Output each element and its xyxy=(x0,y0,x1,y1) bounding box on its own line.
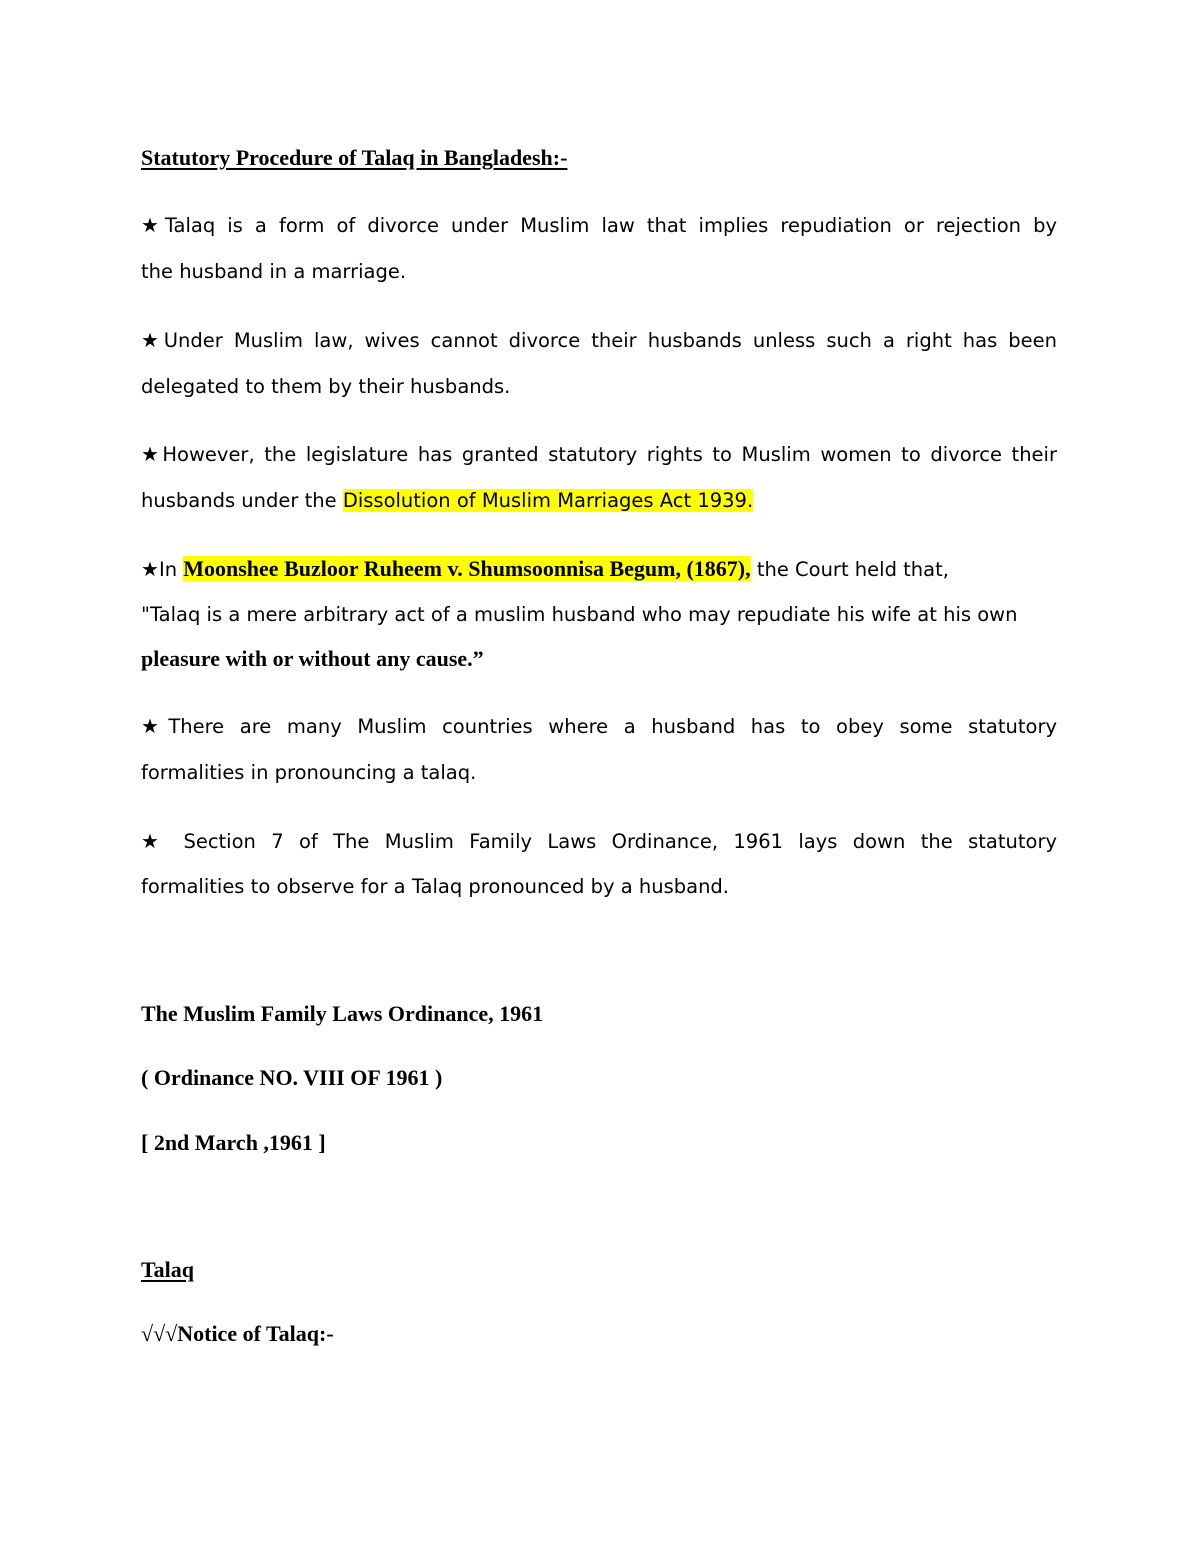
point-4-line-3: pleasure with or without any cause.” xyxy=(141,646,484,671)
point-2-line-2: delegated to them by their husbands. xyxy=(141,375,511,398)
checkmark-icon: √√√ xyxy=(141,1321,178,1346)
point-5-line-2: formalities in pronouncing a talaq. xyxy=(141,761,477,784)
point-1-line-1: ★Talaq is a form of divorce under Muslim law that implies repudiation or rejection by xyxy=(141,213,1057,237)
point-2-line-1: ★Under Muslim law, wives cannot divorce their husbands unless such a right has been xyxy=(141,328,1057,352)
ordinance-title: The Muslim Family Laws Ordinance, 1961 xyxy=(141,1001,544,1026)
point-1-line-2: the husband in a marriage. xyxy=(141,260,407,283)
point-6-line-2: formalities to observe for a Talaq pronounced by a husband. xyxy=(141,875,729,898)
star-icon: ★ xyxy=(141,557,159,581)
star-icon: ★ xyxy=(141,328,164,352)
point-5-line-1: ★There are many Muslim countries where a husband has to obey some statutory xyxy=(141,714,1057,738)
ordinance-date: [ 2nd March ,1961 ] xyxy=(141,1130,326,1155)
case-name-highlight: Moonshee Buzloor Ruheem v. Shumsoonnisa Begum, (1867), xyxy=(183,556,751,581)
point-4-line-1: ★In Moonshee Buzloor Ruheem v. Shumsoonnisa Begum, (1867), the Court held that, xyxy=(141,556,949,581)
star-icon: ★ xyxy=(141,829,169,853)
page-title: Statutory Procedure of Talaq in Bangladesh:- xyxy=(141,145,568,170)
star-icon: ★ xyxy=(141,442,163,466)
star-icon: ★ xyxy=(141,714,169,738)
section-heading-talaq: Talaq xyxy=(141,1257,195,1282)
notice-heading: √√√Notice of Talaq:- xyxy=(141,1321,334,1346)
point-3-line-2: husbands under the Dissolution of Muslim Marriages Act 1939. xyxy=(141,489,754,512)
point-6-line-1: ★ Section 7 of The Muslim Family Laws Ordinance, 1961 lays down the statutory xyxy=(141,829,1057,853)
point-4-line-2: "Talaq is a mere arbitrary act of a muslim husband who may repudiate his wife at his own xyxy=(141,603,1018,626)
point-3-line-1: ★However, the legislature has granted statutory rights to Muslim women to divorce their xyxy=(141,442,1057,466)
ordinance-number: ( Ordinance NO. VIII OF 1961 ) xyxy=(141,1065,443,1090)
star-icon: ★ xyxy=(141,213,165,237)
act-highlight: Dissolution of Muslim Marriages Act 1939. xyxy=(342,489,754,512)
